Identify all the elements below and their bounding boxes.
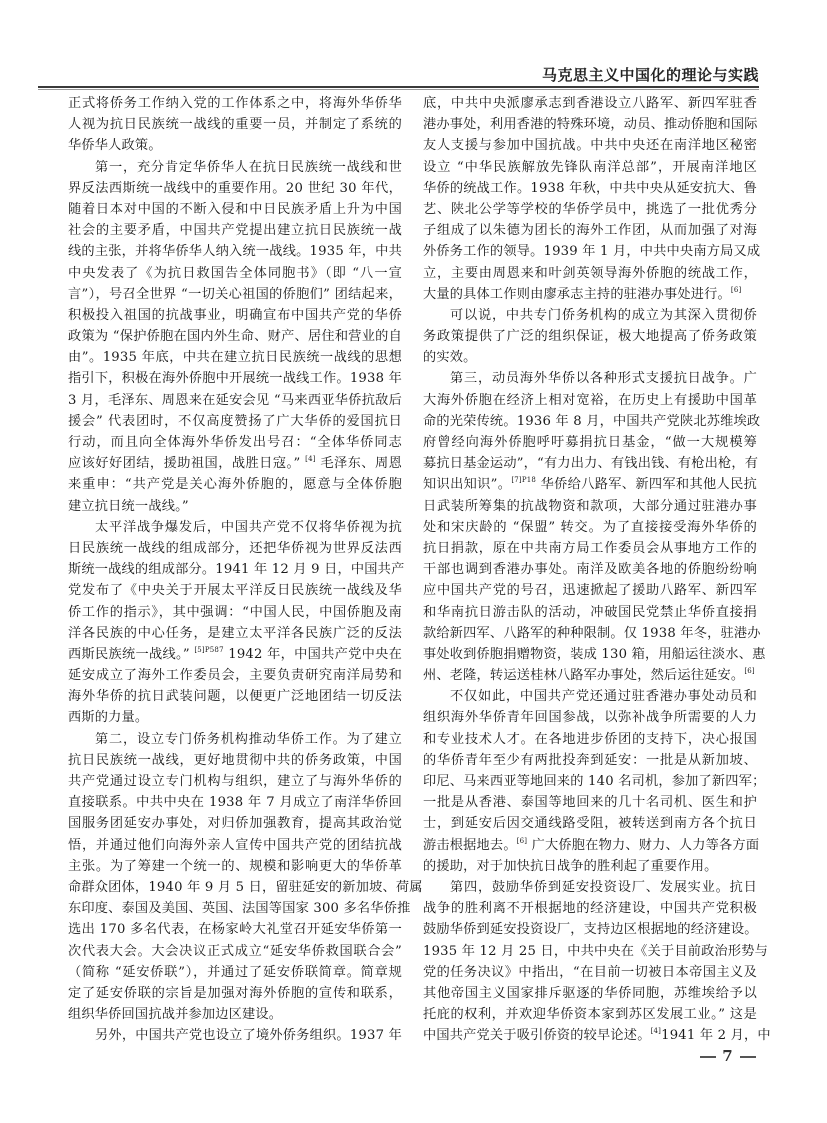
text-line: 可以说，中共专门侨务机构的成立为其深入贯彻侨 — [450, 307, 757, 323]
text-line: 日武装所筹集的抗战物资和款项，大部分通过驻港办事 — [423, 498, 757, 514]
text-line: 游击根据地去。[6] 广大侨胞在物力、财力、人力等各方面 — [423, 836, 760, 853]
text-line: 募抗日基金运动”，“有力出力、有钱出钱、有枪出枪，有 — [423, 456, 759, 472]
text-line: （简称 “延安侨联”），并通过了延安侨联简章。简章规 — [68, 964, 402, 980]
text-line: 命群众团体，1940 年 9 月 5 日，留驻延安的新加坡、荷属 — [68, 879, 423, 895]
running-header-title: 马克思主义中国化的理论与实践 — [541, 66, 759, 84]
text-line: 友人支援与参加中国抗战。中共中央还在南洋地区秘密 — [423, 138, 757, 154]
text-line: 随着日本对中国的不断入侵和中日民族矛盾上升为中国 — [68, 201, 402, 217]
text-line: 日民族统一战线的组成部分，还把华侨视为世界反法西 — [68, 540, 402, 556]
text-line: 其他帝国主义国家排斥驱逐的华侨同胞，苏维埃给予以 — [423, 985, 757, 1001]
text-line: 界反法西斯统一战线中的重要作用。20 世纪 30 年代， — [68, 180, 402, 196]
text-line: 洋各民族的中心任务，是建立太平洋各民族广泛的反法 — [68, 625, 402, 641]
text-line: 抗日捐款，原在中共南方局工作委员会从事地方工作的 — [423, 540, 757, 556]
text-line: 行动，而且向全体海外华侨发出号召：“全体华侨同志 — [68, 435, 402, 450]
text-line: 士，到延安后因交通线路受阻，被转送到南方各个抗日 — [423, 816, 757, 832]
text-line: 州、老隆，转运送桂林八路军办事处，然后运往延安。[6] — [423, 667, 755, 684]
text-line: 东印度、泰国及美国、英国、法国等国家 300 多名华侨推 — [68, 901, 411, 917]
text-line: 来重申：“共产党是关心海外侨胞的，愿意与全体侨胞 — [68, 477, 402, 493]
text-line: 另外，中国共产党也设立了境外侨务组织。1937 年 — [95, 1028, 402, 1044]
text-line: 定了延安侨联的宗旨是加强对海外侨胞的宣传和联系， — [68, 985, 402, 1001]
text-line: 鼓励华侨到延安投资设厂，支持边区根据地的经济建设。 — [423, 922, 758, 938]
text-line: 战争的胜利离不开根据地的经济建设，中国共产党积极 — [423, 901, 757, 917]
text-line: 印尼、马来西亚等地回来的 140 名司机，参加了新四军； — [423, 774, 766, 789]
text-line: 选出 170 多名代表，在杨家岭大礼堂召开延安华侨第一 — [68, 922, 402, 938]
text-line: 外侨务工作的领导。1939 年 1 月，中共中央南方局又成 — [423, 244, 761, 260]
text-line: 党的任务决议》中指出，“在目前一切被日本帝国主义及 — [423, 964, 757, 980]
right-column — [423, 93, 771, 1046]
page-number-dash-right — [740, 1056, 756, 1058]
text-line: 子组成了以朱德为团长的海外工作团，从而加强了对海 — [423, 223, 757, 239]
text-line: 底，中共中央派廖承志到香港设立八路军、新四军驻香 — [423, 96, 757, 111]
citation-marker: [7]P18 — [511, 476, 537, 485]
text-line: 主张。为了筹建一个统一的、规模和影响更大的华侨革 — [68, 858, 402, 874]
text-line: 指引下，积极在海外侨胞中开展统一战线工作。1938 年 — [68, 371, 402, 387]
text-line: 组织海外华侨青年回国参战，以弥补战争所需要的人力 — [423, 710, 757, 726]
citation-marker: [5]P587 — [194, 645, 224, 654]
text-line: 设立 “中华民族解放先锋队南洋总部”，开展南洋地区 — [423, 159, 757, 175]
text-line: 言”），号召全世界 “一切关心祖国的侨胞们” 团结起来， — [68, 286, 402, 302]
text-line: 命的光荣传统。1936 年 8 月，中国共产党陕北苏维埃政 — [423, 413, 761, 429]
text-line: 和专业技术人才。在各地进步侨团的支持下，决心报国 — [423, 731, 757, 747]
page-number-value: 7 — [722, 1047, 734, 1065]
text-line: 立，主要由周恩来和叶剑英领导海外侨胞的统战工作， — [423, 265, 757, 281]
header-rule-thick — [38, 86, 759, 88]
text-line: 华侨的统战工作。1938 年秋，中共中央从延安抗大、鲁 — [423, 180, 757, 196]
text-line: 援会” 代表团时，不仅高度赞扬了广大华侨的爱国抗日 — [68, 413, 402, 429]
text-line: 知识出知识”。$^{[7]P18}$ 华侨给八路军、新四军和其他人民抗 — [423, 476, 757, 493]
text-line: 第一，充分肯定华侨华人在抗日民族统一战线和世 — [95, 159, 402, 175]
text-line: 侨工作的指示》，其中强调：“中国人民，中国侨胞及南 — [68, 604, 402, 620]
left-column — [68, 93, 423, 1046]
text-line: 西斯民族统一战线。” $^{[5]P587}$ 1942 年，中国共产党中央在 — [68, 645, 402, 662]
citation-marker: [6] — [730, 285, 742, 294]
text-line: 第二，设立专门侨务机构推动华侨工作。为了建立 — [95, 731, 402, 747]
text-line: 积极投入祖国的抗战事业，明确宣布中国共产党的华侨 — [68, 307, 402, 323]
text-line: 的实效。 — [423, 350, 477, 366]
citation-marker: [6] — [744, 667, 755, 676]
text-line: 第三，动员海外华侨以各种形式支援抗日战争。广 — [450, 371, 757, 387]
text-line: 组织华侨回国抗战并参加边区建设。 — [68, 1007, 283, 1023]
text-line: 斯统一战线的组成部分。1941 年 12 月 9 日，中国共产 — [68, 562, 405, 578]
text-line: 第四，鼓励华侨到延安投资设厂、发展实业。抗日 — [450, 879, 757, 895]
text-line: 艺、陕北公学等学校的华侨学员中，挑选了一批优秀分 — [423, 201, 757, 217]
text-line: 由”。1935 年底，中共在建立抗日民族统一战线的思想 — [68, 350, 402, 366]
text-line: 府曾经向海外侨胞呼吁募捐抗日基金，“做一大规模筹 — [423, 435, 757, 450]
text-line: 政策为 “保护侨胞在国内外生命、财产、居住和营业的自 — [68, 329, 402, 345]
header-rule-thin — [38, 89, 759, 90]
text-line: 海外华侨的抗日武装问题，以便更广泛地团结一切反法 — [68, 689, 402, 705]
text-line: 中国共产党关于吸引侨资的较早论述。[4]1941 年 2 月，中 — [423, 1027, 771, 1044]
text-line: 干部也调到香港办事处。南洋及欧美各地的侨胞纷纷响 — [423, 562, 757, 578]
text-line: 大量的具体工作则由廖承志主持的驻港办事处进行。[6] — [423, 285, 742, 302]
text-line: 托庇的权利，并欢迎华侨资本家到苏区发展工业。” 这是 — [423, 1007, 757, 1023]
citation-marker: [4] — [305, 455, 316, 464]
text-line: 太平洋战争爆发后，中国共产党不仅将华侨视为抗 — [95, 519, 402, 535]
citation-marker: [6] — [516, 836, 528, 845]
text-line: 共产党通过设立专门机构与组织，建立了与海外华侨的 — [68, 774, 402, 789]
text-line: 线的主张，并将华侨华人纳入统一战线。1935 年，中共 — [68, 244, 402, 260]
text-line: 大海外侨胞在经济上相对宽裕，在历史上有援助中国革 — [423, 392, 757, 408]
text-line: 悟，并通过他们向海外亲人宣传中国共产党的团结抗战 — [68, 837, 402, 853]
text-line: 务政策提供了广泛的组织保证，极大地提高了侨务政策 — [423, 329, 757, 345]
text-line: 人视为抗日民族统一战线的重要一员，并制定了系统的 — [68, 117, 402, 133]
text-line: 3 月，毛泽东、周恩来在延安会见 “马来西亚华侨抗敌后 — [68, 392, 402, 408]
text-line: 抗日民族统一战线，更好地贯彻中共的侨务政策，中国 — [68, 752, 402, 768]
text-line: 1935 年 12 月 25 日，中共中央在《关于目前政治形势与 — [423, 943, 769, 959]
text-line: 直接联系。中共中央在 1938 年 7 月成立了南洋华侨回 — [68, 795, 402, 811]
text-line: 国服务团延安办事处，对归侨加强教育，提高其政治觉 — [68, 816, 402, 832]
text-line: 正式将侨务工作纳入党的工作体系之中，将海外华侨华 — [68, 96, 402, 111]
text-line: 事处收到侨胞捐赠物资，装成 130 箱，用船运往淡水、惠 — [423, 646, 766, 662]
text-line: 华侨华人政策。 — [68, 138, 162, 154]
text-line: 应该好好团结，援助祖国，战胜日寇。” [4] 毛泽东、周恩 — [68, 455, 402, 472]
text-line: 和华南抗日游击队的活动，冲破国民党禁止华侨直接捐 — [423, 604, 757, 620]
text-line: 建立抗日统一战线。” — [68, 498, 189, 514]
text-line: 款给新四军、八路军的种种限制。仅 1938 年冬，驻港办 — [423, 625, 761, 641]
text-line: 一批是从香港、泰国等地回来的几十名司机、医生和护 — [423, 795, 757, 811]
text-line: 处和宋庆龄的 “保盟” 转交。为了直接接受海外华侨的 — [423, 519, 757, 535]
text-line: 港办事处，利用香港的特殊环境，动员、推动侨胞和国际 — [423, 117, 758, 133]
text-line: 社会的主要矛盾，中国共产党提出建立抗日民族统一战 — [68, 223, 402, 239]
text-line: 延安成立了海外工作委员会，主要负责研究南洋局势和 — [68, 668, 402, 684]
page-number-dash-left — [700, 1056, 716, 1058]
text-line: 的援助，对于加快抗日战争的胜利起了重要作用。 — [423, 858, 718, 874]
text-line: 中央发表了《为抗日救国告全体同胞书》（即 “八一宣 — [68, 265, 402, 281]
text-line: 应中国共产党的号召，迅速掀起了援助八路军、新四军 — [423, 583, 757, 599]
text-line: 西斯的力量。 — [68, 710, 149, 726]
page-number — [700, 1047, 756, 1065]
text-line: 党发布了《中央关于开展太平洋反日民族统一战线及华 — [68, 583, 402, 599]
text-line: 不仅如此，中国共产党还通过驻香港办事处动员和 — [450, 689, 757, 705]
text-line: 的华侨青年至少有两批投奔到延安：一批是从新加坡、 — [423, 752, 757, 768]
citation-marker: [4] — [650, 1027, 662, 1036]
text-line: 次代表大会。大会决议正式成立“延安华侨救国联合会” — [68, 943, 402, 959]
